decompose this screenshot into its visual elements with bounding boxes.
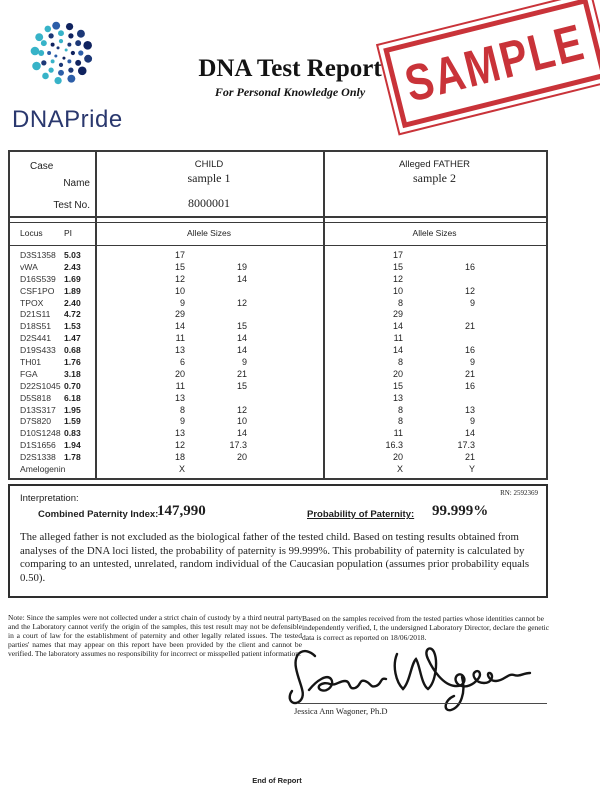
pi-value: 1.59: [64, 416, 81, 427]
locus-name: D22S1045: [20, 380, 61, 391]
child-allele-sizes-label: Allele Sizes: [187, 228, 231, 238]
father-allele-2: 16: [464, 345, 475, 356]
locus-name: D5S818: [20, 392, 52, 403]
father-allele-1: 11: [393, 428, 403, 439]
father-allele-1: 15: [392, 261, 403, 272]
child-allele-2: 14: [236, 333, 247, 344]
child-allele-2: 15: [236, 380, 247, 391]
father-allele-1: 17: [392, 250, 403, 260]
probability-value: 99.999%: [432, 503, 489, 519]
pi-column-label: PI: [64, 228, 73, 238]
allele-row: [10, 452, 546, 464]
allele-row: [10, 393, 546, 405]
father-allele-cell: [323, 333, 546, 345]
father-allele-cell: [323, 298, 546, 310]
father-allele-1: 11: [393, 333, 403, 344]
signature-line: [297, 703, 547, 704]
child-allele-1: 12: [174, 273, 185, 284]
father-role-label: Alleged FATHER: [398, 159, 471, 170]
child-allele-2: 15: [236, 321, 247, 332]
father-allele-1: 8: [397, 404, 403, 415]
child-allele-1: 8: [179, 404, 185, 415]
sample-stamp: [383, 0, 600, 128]
father-allele-1: 14: [392, 345, 403, 356]
father-allele-1: 10: [392, 285, 403, 296]
pi-value: 1.78: [64, 452, 81, 463]
allele-row: [10, 286, 546, 298]
father-allele-cell: [323, 309, 546, 321]
father-allele-1: 29: [392, 309, 403, 320]
child-allele-cell: [95, 321, 323, 333]
father-allele-2: 16: [464, 380, 475, 391]
father-allele-2: 21: [464, 321, 475, 332]
child-allele-2: 14: [236, 428, 247, 439]
table-header: [10, 152, 546, 218]
child-allele-1: 9: [179, 297, 185, 308]
child-allele-cell: [95, 464, 323, 476]
child-allele-1: X: [178, 464, 185, 475]
child-allele-1: 20: [174, 368, 185, 379]
allele-row: [10, 369, 546, 381]
child-allele-2: 12: [236, 404, 247, 415]
allele-row: [10, 428, 546, 440]
report-number: RN: 2592369: [500, 489, 538, 497]
pi-value: 1.47: [64, 333, 81, 344]
name-label: Name: [63, 178, 90, 189]
probability-label: Probability of Paternity:: [307, 509, 415, 520]
child-allele-cell: [95, 405, 323, 417]
father-allele-cell: [323, 381, 546, 393]
signer-name: Jessica Ann Wagoner, Ph.D: [294, 706, 388, 716]
father-allele-2: Y: [468, 464, 475, 475]
locus-name: TPOX: [20, 297, 44, 308]
father-allele-1: X: [396, 464, 403, 475]
pi-value: [55, 464, 95, 476]
child-allele-cell: [95, 298, 323, 310]
allele-row: [10, 333, 546, 345]
locus-name: CSF1PO: [20, 285, 55, 296]
child-role-label: CHILD: [194, 159, 224, 170]
pi-value: 1.94: [64, 440, 81, 451]
allele-row: [10, 298, 546, 310]
page-title: DNA Test Report: [198, 55, 382, 82]
child-allele-cell: [95, 345, 323, 357]
child-allele-cell: [95, 286, 323, 298]
father-allele-cell: [323, 369, 546, 381]
father-allele-2: 12: [464, 285, 475, 296]
pi-value: 2.40: [64, 297, 81, 308]
child-allele-2: 17.3: [229, 440, 247, 451]
locus-column-label: Locus: [20, 228, 43, 238]
locus-name: D16S539: [20, 273, 56, 284]
father-allele-2: 9: [469, 297, 475, 308]
dnapride-logo: [10, 18, 160, 133]
child-header-cell: [95, 152, 323, 216]
child-allele-2: 9: [241, 357, 247, 368]
father-allele-cell: [323, 416, 546, 428]
pi-value: 1.53: [64, 321, 81, 332]
father-allele-cell: [323, 405, 546, 417]
end-of-report-label: End of Report: [252, 776, 302, 785]
child-allele-1: 13: [174, 392, 185, 403]
child-allele-2: [185, 286, 247, 298]
test-no-label: Test No.: [53, 200, 90, 211]
child-allele-cell: [95, 452, 323, 464]
father-allele-cell: [323, 321, 546, 333]
pi-value: 6.18: [64, 392, 81, 403]
locus-name: D10S1248: [20, 428, 61, 439]
child-allele-cell: [95, 333, 323, 345]
child-allele-1: 6: [179, 357, 185, 368]
allele-row: [10, 274, 546, 286]
allele-row: [10, 440, 546, 452]
disclaimer-note: Note: Since the samples were not collected under a strict chain of custody by a third neutral party and the Laboratory cannot verify the origin of the samples, this test result may not be defensible in a court of law for the establishment of paternity and other legally related issues. The tested parties' names that may appear on this report have been provided by the client and cannot be verified. The laboratory assumes no responsibility for incorrect or misspelled patient information.: [8, 613, 302, 658]
child-allele-2: 21: [236, 368, 247, 379]
father-allele-2: 21: [464, 452, 475, 463]
pi-value: 0.70: [64, 380, 81, 391]
child-allele-cell: [95, 262, 323, 274]
child-allele-cell: [95, 274, 323, 286]
father-allele-2: [403, 274, 475, 286]
father-allele-1: 16.3: [385, 440, 403, 451]
case-header-cell: [10, 152, 95, 216]
child-allele-cell: [95, 393, 323, 405]
locus-name: Amelogenin: [20, 464, 66, 475]
child-allele-1: 13: [174, 428, 185, 439]
child-allele-2: [185, 464, 247, 476]
sample-stamp-text: SAMPLE: [399, 12, 591, 113]
dna-dots-icon: [28, 20, 94, 86]
father-allele-1: 8: [397, 297, 403, 308]
locus-name: TH01: [20, 357, 42, 368]
allele-row: [10, 381, 546, 393]
father-allele-1: 12: [392, 273, 403, 284]
allele-row: [10, 416, 546, 428]
pi-value: 5.03: [64, 250, 81, 260]
pi-value: 2.43: [64, 261, 81, 272]
child-allele-cell: [95, 309, 323, 321]
father-allele-cell: [323, 452, 546, 464]
father-allele-2: [403, 393, 475, 405]
child-allele-1: 29: [174, 309, 185, 320]
child-allele-1: 15: [174, 261, 185, 272]
father-allele-2: 9: [469, 357, 475, 368]
allele-row: [10, 345, 546, 357]
father-allele-2: 21: [464, 368, 475, 379]
director-declaration: Based on the samples received from the tested parties whose identities cannot be independently verified, I, the undersigned Laboratory Director, declare the genetic data is correct as reported on 18/06/2018.: [302, 614, 550, 642]
locus-name: D3S1358: [20, 250, 56, 260]
father-allele-2: 16: [464, 261, 475, 272]
father-allele-cell: [323, 250, 546, 262]
locus-name: D2S1338: [20, 452, 56, 463]
father-allele-2: 9: [469, 416, 475, 427]
allele-row: [10, 464, 546, 476]
father-allele-1: 13: [392, 392, 403, 403]
allele-row: [10, 250, 546, 262]
case-label: Case: [30, 161, 54, 172]
child-allele-1: 17: [174, 250, 185, 260]
child-allele-cell: [95, 381, 323, 393]
allele-row: [10, 357, 546, 369]
father-allele-cell: [323, 345, 546, 357]
child-allele-2: 14: [236, 273, 247, 284]
child-allele-cell: [95, 369, 323, 381]
father-allele-cell: [323, 393, 546, 405]
father-allele-cell: [323, 286, 546, 298]
father-allele-2: [403, 333, 475, 345]
child-allele-1: 14: [174, 321, 185, 332]
father-allele-cell: [323, 357, 546, 369]
locus-name: D13S317: [20, 404, 56, 415]
pi-value: 0.83: [64, 428, 81, 439]
father-allele-1: 8: [397, 416, 403, 427]
child-allele-1: 10: [174, 285, 185, 296]
pi-value: 1.95: [64, 404, 81, 415]
father-allele-1: 15: [392, 380, 403, 391]
father-allele-sizes-label: Allele Sizes: [412, 228, 457, 238]
allele-row: [10, 405, 546, 417]
locus-name: D2S441: [20, 333, 52, 344]
father-allele-1: 8: [397, 357, 403, 368]
father-allele-2: 14: [464, 428, 475, 439]
child-allele-1: 13: [174, 345, 185, 356]
child-allele-1: 11: [175, 333, 185, 344]
locus-name: D1S1656: [20, 440, 56, 451]
child-allele-2: 19: [236, 261, 247, 272]
allele-row: [10, 262, 546, 274]
child-allele-2: 12: [236, 297, 247, 308]
allele-table: [8, 150, 548, 480]
child-test-no: 8000001: [188, 196, 230, 210]
child-allele-cell: [95, 440, 323, 452]
father-header-cell: [323, 152, 546, 216]
father-allele-2: 17.3: [457, 440, 475, 451]
pi-value: 1.89: [64, 285, 81, 296]
father-allele-1: 20: [392, 368, 403, 379]
child-allele-2: [185, 250, 247, 262]
father-allele-cell: [323, 262, 546, 274]
child-allele-1: 12: [174, 440, 185, 451]
child-allele-1: 9: [179, 416, 185, 427]
child-allele-2: [185, 309, 247, 321]
father-allele-2: [403, 250, 475, 262]
father-allele-cell: [323, 464, 546, 476]
father-sample-name: sample 2: [413, 171, 456, 185]
allele-rows: [10, 250, 546, 476]
child-sample-name: sample 1: [187, 171, 231, 185]
child-allele-cell: [95, 428, 323, 440]
pi-value: 3.18: [64, 368, 81, 379]
father-allele-cell: [323, 440, 546, 452]
father-allele-1: 20: [392, 452, 403, 463]
page-subtitle: For Personal Knowledge Only: [214, 85, 366, 99]
father-allele-2: 13: [464, 404, 475, 415]
allele-row: [10, 321, 546, 333]
child-allele-2: [185, 393, 247, 405]
interpretation-box: [8, 484, 548, 598]
interpretation-label: Interpretation:: [20, 493, 79, 504]
locus-name: vWA: [20, 261, 38, 272]
pi-value: 4.72: [64, 309, 81, 320]
father-allele-cell: [323, 428, 546, 440]
cpi-label: Combined Paternity Index:: [38, 509, 159, 520]
father-allele-2: [403, 309, 475, 321]
child-allele-cell: [95, 250, 323, 262]
logo-text: DNAPride: [12, 106, 123, 133]
locus-name: D18S51: [20, 321, 52, 332]
locus-name: D19S433: [20, 345, 56, 356]
child-allele-1: 18: [174, 452, 185, 463]
father-allele-cell: [323, 274, 546, 286]
locus-name: FGA: [20, 368, 38, 379]
locus-name: D7S820: [20, 416, 52, 427]
child-allele-cell: [95, 416, 323, 428]
allele-row: [10, 309, 546, 321]
column-header-row: [10, 222, 546, 246]
child-allele-cell: [95, 357, 323, 369]
locus-name: D21S11: [20, 309, 51, 320]
child-allele-2: 10: [236, 416, 247, 427]
pi-value: 1.76: [64, 357, 81, 368]
child-allele-2: 20: [236, 452, 247, 463]
father-allele-1: 14: [392, 321, 403, 332]
child-allele-1: 11: [175, 380, 185, 391]
interpretation-paragraph: The alleged father is not excluded as the biological father of the tested child. Based on testing results obtained from analyses of the DNA loci listed, the probability of paternity is 99.999%. This probability of paternity is calculated by comparing to an untested, unrelated, random individual of the Caucasian population (assumes prior probability equals 0.50).: [20, 531, 530, 584]
cpi-value: 147,990: [157, 503, 206, 519]
pi-value: 0.68: [64, 345, 81, 356]
pi-value: 1.69: [64, 273, 81, 284]
child-allele-2: 14: [236, 345, 247, 356]
